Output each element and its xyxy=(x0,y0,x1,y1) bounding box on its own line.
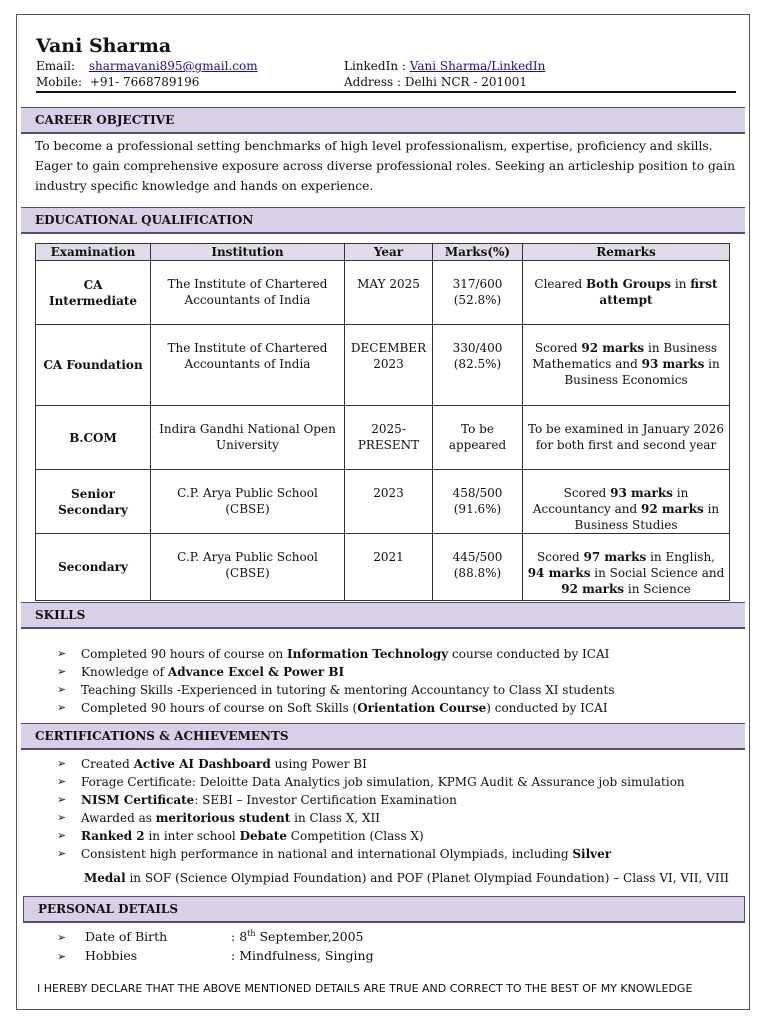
institution-cell: The Institute of Chartered Accountants of India xyxy=(151,325,345,406)
dob-row xyxy=(57,929,364,945)
arrow-bullet-icon: ➢ xyxy=(57,811,67,824)
mobile-line xyxy=(36,75,199,89)
education-heading: EDUCATIONAL QUALIFICATION xyxy=(21,207,745,234)
exam-cell: Senior Secondary xyxy=(36,470,151,534)
year-cell: 2025-PRESENT xyxy=(345,406,433,470)
list-item: ➢ Ranked 2 in inter school Debate Competition (Class X) xyxy=(57,829,424,843)
institution-cell: Indira Gandhi National Open University xyxy=(151,406,345,470)
marks-cell: 445/500 (88.8%) xyxy=(433,534,523,601)
table-row xyxy=(36,261,730,325)
col-examination: Examination xyxy=(36,244,151,261)
email-line xyxy=(36,59,258,73)
arrow-bullet-icon: ➢ xyxy=(57,847,67,860)
certifications-list xyxy=(57,755,685,863)
address-value: Delhi NCR - 201001 xyxy=(404,75,528,89)
marks-cell: To be appeared xyxy=(433,406,523,470)
skills-list xyxy=(57,645,615,717)
email-link[interactable]: sharmavani895@gmail.com xyxy=(88,59,258,73)
marks-cell: 330/400 (82.5%) xyxy=(433,325,523,406)
institution-cell: C.P. Arya Public School (CBSE) xyxy=(151,534,345,601)
remarks-cell: To be examined in January 2026 for both first and second year xyxy=(523,406,730,470)
marks-cell: 458/500 (91.6%) xyxy=(433,470,523,534)
list-item: ➢ Awarded as meritorious student in Class X, XII xyxy=(57,811,381,825)
exam-cell: CA Foundation xyxy=(36,325,151,406)
arrow-bullet-icon: ➢ xyxy=(57,665,67,678)
col-remarks: Remarks xyxy=(523,244,730,261)
institution-cell: The Institute of Chartered Accountants of India xyxy=(151,261,345,325)
col-marks: Marks(%) xyxy=(433,244,523,261)
linkedin-line xyxy=(344,59,545,73)
table-row xyxy=(36,534,730,601)
mobile-value: +91- 7668789196 xyxy=(89,75,200,89)
address-label: Address : xyxy=(344,75,402,89)
year-cell: MAY 2025 xyxy=(345,261,433,325)
col-institution: Institution xyxy=(151,244,345,261)
arrow-bullet-icon: ➢ xyxy=(57,950,67,963)
education-table-header xyxy=(36,244,730,261)
hobbies-value: : Mindfulness, Singing xyxy=(231,948,374,963)
address-line xyxy=(344,75,527,89)
list-item: ➢ Completed 90 hours of course on Soft Skills (Orientation Course) conducted by ICAI xyxy=(57,701,608,715)
col-year: Year xyxy=(345,244,433,261)
arrow-bullet-icon: ➢ xyxy=(57,647,67,660)
arrow-bullet-icon: ➢ xyxy=(57,757,67,770)
dob-label: Date of Birth xyxy=(84,929,168,944)
linkedin-link[interactable]: Vani Sharma/LinkedIn xyxy=(409,59,546,73)
remarks-cell: Scored 97 marks in English, 94 marks in Social Science and 92 marks in Science xyxy=(523,534,730,601)
certifications-continuation: Medal in SOF (Science Olympiad Foundation) and POF (Planet Olympiad Foundation) – Class VI, VII, VIII xyxy=(84,871,730,885)
exam-cell: CA Intermediate xyxy=(36,261,151,325)
arrow-bullet-icon: ➢ xyxy=(57,683,67,696)
year-cell: DECEMBER 2023 xyxy=(345,325,433,406)
remarks-cell: Cleared Both Groups in first attempt xyxy=(523,261,730,325)
list-item: ➢ Teaching Skills -Experienced in tutoring & mentoring Accountancy to Class XI students xyxy=(57,683,615,697)
resume-page xyxy=(16,14,750,1010)
education-table xyxy=(35,243,730,601)
arrow-bullet-icon: ➢ xyxy=(57,829,67,842)
declaration-text: I HEREBY DECLARE THAT THE ABOVE MENTIONED DETAILS ARE TRUE AND CORRECT TO THE BEST OF MY KNOWLEDGE xyxy=(37,982,693,995)
table-row xyxy=(36,470,730,534)
candidate-name: Vani Sharma xyxy=(36,35,172,57)
institution-cell: C.P. Arya Public School (CBSE) xyxy=(151,470,345,534)
mobile-label: Mobile: xyxy=(36,75,83,89)
certifications-heading: CERTIFICATIONS & ACHIEVEMENTS xyxy=(21,723,745,750)
list-item: ➢ Knowledge of Advance Excel & Power BI xyxy=(57,665,345,679)
exam-cell: B.COM xyxy=(36,406,151,470)
email-label: Email: xyxy=(36,59,76,73)
hobbies-row xyxy=(57,948,374,963)
arrow-bullet-icon: ➢ xyxy=(57,931,67,944)
exam-cell: Secondary xyxy=(36,534,151,601)
arrow-bullet-icon: ➢ xyxy=(57,775,67,788)
list-item: ➢ Forage Certificate: Deloitte Data Analytics job simulation, KPMG Audit & Assurance job simulation xyxy=(57,775,685,789)
year-cell: 2023 xyxy=(345,470,433,534)
arrow-bullet-icon: ➢ xyxy=(57,793,67,806)
year-cell: 2021 xyxy=(345,534,433,601)
remarks-cell: Scored 92 marks in Business Mathematics and 93 marks in Business Economics xyxy=(523,325,730,406)
skills-heading: SKILLS xyxy=(21,602,745,629)
linkedin-label: LinkedIn : xyxy=(344,59,406,73)
dob-value: : 8th September,2005 xyxy=(231,929,364,945)
arrow-bullet-icon: ➢ xyxy=(57,701,67,714)
remarks-cell: Scored 93 marks in Accountancy and 92 marks in Business Studies xyxy=(523,470,730,534)
career-objective-heading: CAREER OBJECTIVE xyxy=(21,107,745,134)
career-objective-text: To become a professional setting benchmarks of high level professionalism, expertise, proficiency and skills. Eager to gain comprehensive exposure across diverse professional roles. Seeking an articleship position to gain industry specific knowledge and hands on experience. xyxy=(35,139,736,193)
list-item: ➢ Completed 90 hours of course on Information Technology course conducted by ICAI xyxy=(57,647,610,661)
table-row xyxy=(36,325,730,406)
personal-details-heading: PERSONAL DETAILS xyxy=(23,896,745,923)
list-item: ➢ Consistent high performance in national and international Olympiads, including Silver xyxy=(57,847,612,861)
hobbies-label: Hobbies xyxy=(84,948,138,963)
table-row xyxy=(36,406,730,470)
list-item: ➢ Created Active AI Dashboard using Power BI xyxy=(57,757,367,771)
header-divider xyxy=(36,91,736,93)
list-item: ➢ NISM Certificate: SEBI – Investor Certification Examination xyxy=(57,793,457,807)
marks-cell: 317/600 (52.8%) xyxy=(433,261,523,325)
